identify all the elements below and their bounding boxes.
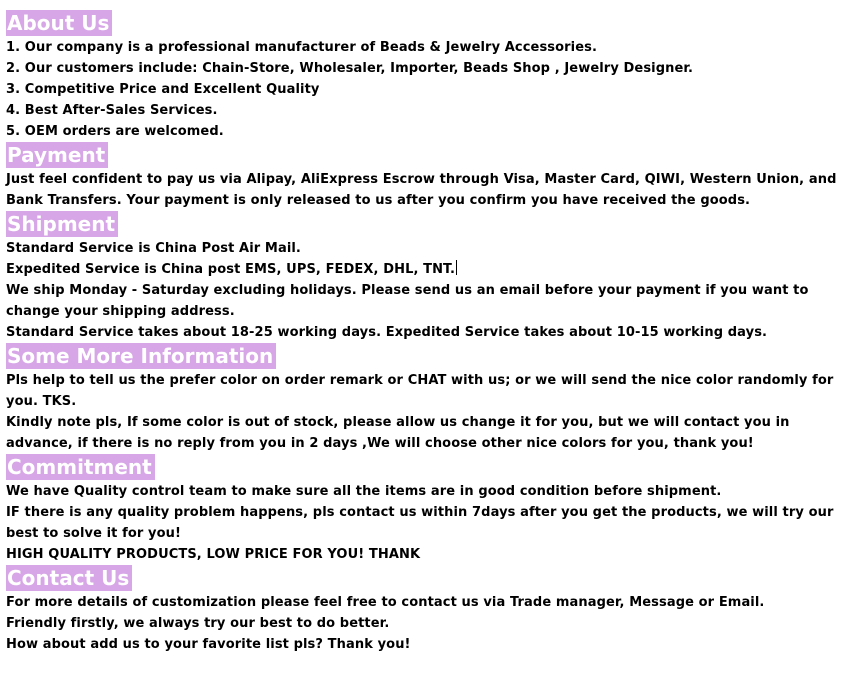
info-line-2: Kindly note pls, If some color is out of stock, please allow us change it for you, but we will contact you in advance, if there is no reply from you in 2 days ,We will choose other nice colors for you, thank you! bbox=[6, 415, 790, 451]
section-commitment bbox=[6, 454, 848, 565]
section-title-shipment: Shipment bbox=[6, 211, 118, 237]
about-line-5: 5. OEM orders are welcomed. bbox=[6, 124, 224, 139]
shipment-line-2 bbox=[6, 259, 848, 280]
shipment-line-3: We ship Monday - Saturday excluding holidays. Please send us an email before your payment if you want to change your shipping address. bbox=[6, 283, 809, 319]
about-line-4: 4. Best After-Sales Services. bbox=[6, 103, 218, 118]
section-title-commitment: Commitment bbox=[6, 454, 155, 480]
contact-line-2: Friendly firstly, we always try our best to do better. bbox=[6, 616, 390, 631]
section-more-information bbox=[6, 343, 848, 454]
payment-text: Just feel confident to pay us via Alipay, AliExpress Escrow through Visa, Master Card, QIWI, Western Union, and Bank Transfers. Your payment is only released to us after you confirm you have received the goods. bbox=[6, 172, 837, 208]
section-title-contact-us: Contact Us bbox=[6, 565, 132, 591]
contact-line-3: How about add us to your favorite list pls? Thank you! bbox=[6, 637, 411, 652]
section-title-about-us: About Us bbox=[6, 10, 112, 36]
section-shipment bbox=[6, 211, 848, 343]
commitment-line-3: HIGH QUALITY PRODUCTS, LOW PRICE FOR YOU! THANK bbox=[6, 547, 421, 562]
section-title-more-information: Some More Information bbox=[6, 343, 276, 369]
section-title-payment: Payment bbox=[6, 142, 108, 168]
shipment-line-4: Standard Service takes about 18-25 working days. Expedited Service takes about 10-15 working days. bbox=[6, 325, 768, 340]
commitment-line-2: IF there is any quality problem happens, pls contact us within 7days after you get the products, we will try our best to solve it for you! bbox=[6, 505, 834, 541]
shipment-line-2-text: Expedited Service is China post EMS, UPS, FEDEX, DHL, TNT. bbox=[6, 262, 456, 277]
about-line-2: 2. Our customers include: Chain-Store, Wholesaler, Importer, Beads Shop , Jewelry Designer. bbox=[6, 61, 694, 76]
section-contact-us bbox=[6, 565, 848, 655]
about-line-3: 3. Competitive Price and Excellent Quality bbox=[6, 82, 320, 97]
section-payment bbox=[6, 142, 848, 211]
contact-line-1: For more details of customization please feel free to contact us via Trade manager, Message or Email. bbox=[6, 595, 765, 610]
store-info-page bbox=[6, 10, 848, 655]
about-line-1: 1. Our company is a professional manufacturer of Beads & Jewelry Accessories. bbox=[6, 40, 598, 55]
commitment-line-1: We have Quality control team to make sure all the items are in good condition before shipment. bbox=[6, 484, 722, 499]
info-line-1: Pls help to tell us the prefer color on order remark or CHAT with us; or we will send the nice color randomly for you. TKS. bbox=[6, 373, 834, 409]
text-cursor bbox=[456, 260, 457, 275]
shipment-line-1: Standard Service is China Post Air Mail. bbox=[6, 241, 301, 256]
section-about-us bbox=[6, 10, 848, 142]
